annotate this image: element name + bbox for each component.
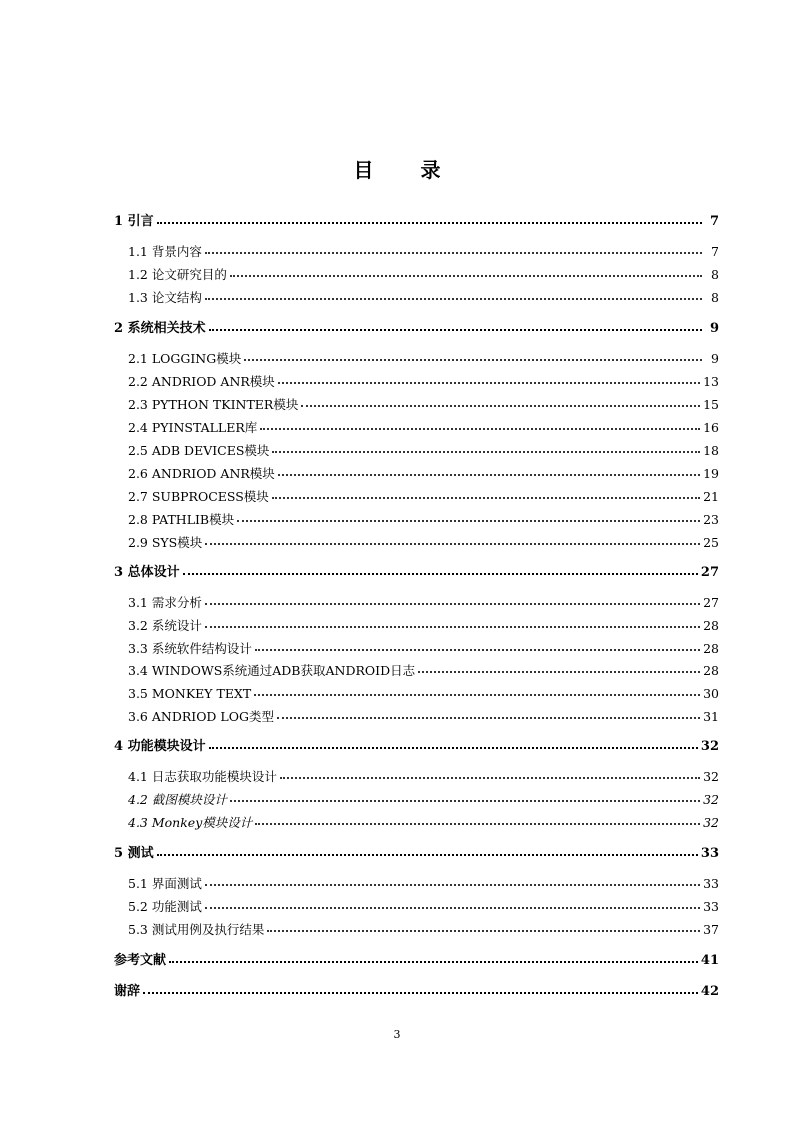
toc-entry-page: 33 xyxy=(703,899,719,914)
toc-leader-dots xyxy=(209,328,702,331)
toc-entry[interactable] xyxy=(114,814,719,832)
toc-leader-dots xyxy=(272,450,700,453)
toc-entry[interactable] xyxy=(114,442,719,460)
toc-entry-page: 27 xyxy=(700,565,719,580)
toc-entry-page: 13 xyxy=(703,374,719,389)
toc-entry-page: 16 xyxy=(703,420,719,435)
page-title: 目 录 xyxy=(353,158,461,182)
toc-entry-page: 32 xyxy=(703,769,719,784)
toc-entry-page: 28 xyxy=(703,663,719,678)
toc-leader-dots xyxy=(280,776,700,779)
toc-leader-dots xyxy=(143,991,698,994)
toc-entry-page: 28 xyxy=(703,641,719,656)
toc-leader-dots xyxy=(205,625,700,628)
toc-entry-label: 3.6 ANDRIOD LOG类型 xyxy=(128,709,274,724)
toc-leader-dots xyxy=(205,906,700,909)
toc-entry[interactable] xyxy=(114,921,719,939)
toc-entry-page: 41 xyxy=(700,953,719,968)
toc-leader-dots xyxy=(205,251,702,254)
toc-leader-dots xyxy=(278,473,700,476)
toc-leader-dots xyxy=(277,716,700,719)
toc-entry[interactable] xyxy=(114,534,719,552)
toc-entry-label: 1.1 背景内容 xyxy=(128,244,202,259)
toc-entry[interactable] xyxy=(114,983,719,1001)
toc-entry[interactable] xyxy=(114,511,719,529)
toc-leader-dots xyxy=(230,274,702,277)
toc-entry-label: 4.1 日志获取功能模块设计 xyxy=(128,769,277,784)
toc-leader-dots xyxy=(169,960,698,963)
toc-entry[interactable] xyxy=(114,898,719,916)
toc-entry-label: 4 功能模块设计 xyxy=(114,739,206,754)
toc-entry[interactable] xyxy=(114,685,719,703)
toc-entry-label: 5.2 功能测试 xyxy=(128,899,202,914)
toc-leader-dots xyxy=(260,427,700,430)
toc-entry-page: 28 xyxy=(703,618,719,633)
toc-entry-page: 15 xyxy=(703,397,719,412)
toc-entry-label: 2.9 SYS模块 xyxy=(128,535,203,550)
toc-leader-dots xyxy=(254,693,700,696)
toc-leader-dots xyxy=(205,602,700,605)
toc-entry-label: 3.2 系统设计 xyxy=(128,618,202,633)
toc-entry-label: 2 系统相关技术 xyxy=(114,321,206,336)
toc-entry-page: 23 xyxy=(703,512,719,527)
toc-entry-page: 9 xyxy=(711,351,719,366)
toc-entry[interactable] xyxy=(114,875,719,893)
toc-entry[interactable] xyxy=(114,488,719,506)
toc-entry-label: 5 测试 xyxy=(114,846,154,861)
toc-leader-dots xyxy=(205,297,702,300)
toc-entry-label: 1.2 论文研究目的 xyxy=(128,267,227,282)
toc-leader-dots xyxy=(157,853,698,856)
toc-entry-page: 9 xyxy=(709,321,719,336)
toc-entry-label: 4.3 Monkey模块设计 xyxy=(128,815,253,830)
toc-leader-dots xyxy=(237,519,700,522)
toc-entry-page: 30 xyxy=(703,686,719,701)
toc-entry[interactable] xyxy=(114,640,719,658)
toc-leader-dots xyxy=(230,799,700,802)
toc-entry-label: 2.6 ANDRIOD ANR模块 xyxy=(128,466,275,481)
toc-entry-page: 37 xyxy=(703,922,719,937)
toc-entry-page: 33 xyxy=(703,876,719,891)
toc-entry[interactable] xyxy=(114,564,719,582)
toc-entry[interactable] xyxy=(114,243,719,261)
toc-entry-page: 7 xyxy=(711,244,719,259)
toc-entry[interactable] xyxy=(114,266,719,284)
toc-entry-label: 3.4 WINDOWS系统通过ADB获取ANDROID日志 xyxy=(128,663,416,678)
toc-entry[interactable] xyxy=(114,708,719,726)
toc-entry[interactable] xyxy=(114,373,719,391)
toc-entry[interactable] xyxy=(114,662,719,680)
toc-entry[interactable] xyxy=(114,213,719,231)
toc-entry[interactable] xyxy=(114,952,719,970)
toc-entry-page: 18 xyxy=(703,443,719,458)
toc-entry-page: 31 xyxy=(703,709,719,724)
page-number: 3 xyxy=(393,1028,401,1041)
toc-leader-dots xyxy=(255,822,700,825)
toc-entry-page: 19 xyxy=(703,466,719,481)
toc-entry-label: 3.3 系统软件结构设计 xyxy=(128,641,252,656)
toc-entry-label: 5.3 测试用例及执行结果 xyxy=(128,922,265,937)
toc-entry-label: 1.3 论文结构 xyxy=(128,290,202,305)
toc-entry-label: 3 总体设计 xyxy=(114,565,180,580)
toc-leader-dots xyxy=(205,542,700,545)
toc-entry-label: 2.1 LOGGING模块 xyxy=(128,351,242,366)
toc-entry-label: 2.4 PYINSTALLER库 xyxy=(128,420,258,435)
toc-entry-label: 2.8 PATHLIB模块 xyxy=(128,512,235,527)
toc-entry-label: 2.5 ADB DEVICES模块 xyxy=(128,443,270,458)
toc-entry[interactable] xyxy=(114,617,719,635)
toc-leader-dots xyxy=(205,883,700,886)
toc-entry[interactable] xyxy=(114,594,719,612)
toc-leader-dots xyxy=(255,648,700,651)
toc-leader-dots xyxy=(244,358,702,361)
toc-entry[interactable] xyxy=(114,768,719,786)
toc-entry-page: 8 xyxy=(711,290,719,305)
toc-entry-label: 谢辞 xyxy=(114,984,141,999)
toc-entry[interactable] xyxy=(114,350,719,368)
toc-entry-label: 参考文献 xyxy=(114,953,167,968)
toc-entry-page: 42 xyxy=(700,984,719,999)
toc-entry[interactable] xyxy=(114,791,719,809)
toc-entry[interactable] xyxy=(114,465,719,483)
toc-leader-dots xyxy=(418,670,700,673)
toc-leader-dots xyxy=(209,746,698,749)
toc-entry-label: 4.2 截图模块设计 xyxy=(128,792,227,807)
toc-entry[interactable] xyxy=(114,419,719,437)
toc-leader-dots xyxy=(278,381,700,384)
toc-entry[interactable] xyxy=(114,738,719,756)
toc-leader-dots xyxy=(157,221,702,224)
toc-leader-dots xyxy=(267,929,700,932)
toc-entry-label: 1 引言 xyxy=(114,214,154,229)
toc-entry-page: 27 xyxy=(703,595,719,610)
toc-leader-dots xyxy=(272,496,700,499)
toc-leader-dots xyxy=(301,404,700,407)
toc-entry-label: 3.5 MONKEY TEXT xyxy=(128,686,252,701)
toc-entry-label: 3.1 需求分析 xyxy=(128,595,202,610)
toc-entry[interactable] xyxy=(114,289,719,307)
toc-entry-label: 2.7 SUBPROCESS模块 xyxy=(128,489,269,504)
toc-entry-page: 25 xyxy=(703,535,719,550)
toc-entry-page: 8 xyxy=(711,267,719,282)
toc-entry-page: 32 xyxy=(703,815,719,830)
toc-entry[interactable] xyxy=(114,845,719,863)
toc-entry[interactable] xyxy=(114,320,719,338)
toc-leader-dots xyxy=(183,572,698,575)
toc-entry-page: 32 xyxy=(703,792,719,807)
toc-entry-label: 2.2 ANDRIOD ANR模块 xyxy=(128,374,275,389)
toc-entry-page: 7 xyxy=(709,214,719,229)
toc-entry-label: 5.1 界面测试 xyxy=(128,876,202,891)
toc-entry[interactable] xyxy=(114,396,719,414)
toc-entry-page: 33 xyxy=(700,846,719,861)
toc-entry-label: 2.3 PYTHON TKINTER模块 xyxy=(128,397,299,412)
toc-entry-page: 32 xyxy=(700,739,719,754)
toc-entry-page: 21 xyxy=(703,489,719,504)
